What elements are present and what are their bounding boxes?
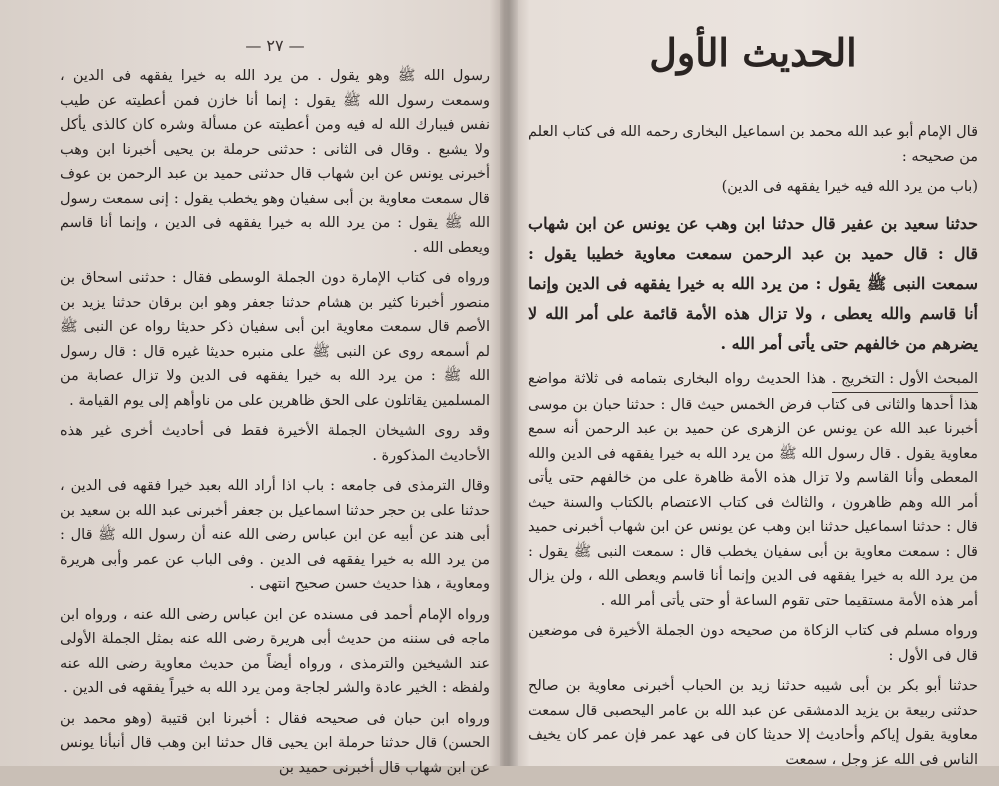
chapter-title: الحديث الأول	[649, 30, 857, 75]
left-page-text	[60, 64, 490, 786]
chapter-heading: (باب من يرد الله فيه خيرا يفقهه فى الدين)	[721, 179, 978, 195]
hadith-text: حدثنا سعيد بن عفير قال حدثنا ابن وهب عن يونس عن ابن شهاب قال : قال حميد بن عبد الرحمن سمعت معاوية خطيبا يقول : سمعت النبى ﷺ يقول : من يرد الله به خيرا يفقهه فى الدين وإنما أنا قاسم والله يعطى ، ولا تزال هذه الأمة قائمة على أمر الله لا يضرهم من خالفهم حتى يأتى أمر الله .	[528, 214, 978, 353]
paragraph: ورواه ابن حبان فى صحيحه فقال : أخبرنا ابن قتيبة (وهو محمد بن الحسن) قال حدثنا حرملة ابن يحيى قال حدثنا ابن وهب قال أنبأنا يونس عن ابن شهاب قال أخبرنى حميد بن	[60, 710, 490, 776]
page-number: — ٢٧ —	[245, 36, 305, 55]
left-page	[60, 0, 490, 776]
right-page	[528, 0, 978, 766]
paragraph: وقال الترمذى فى جامعه : باب اذا أراد الله بعبد خيرا فقهه فى الدين ، حدثنا على بن حجر حدثنا اسماعيل بن جعفر أخبرنى عبد الله بن سعيد بن أبى هند عن أبيه عن ابن عباس رضى الله عنه أن رسول الله ﷺ قال : من يرد الله به خيرا يفقهه فى الدين . وفى الباب عن عمر وأبى هريرة ومعاوية ، هذا حديث حسن صحيح انتهى .	[60, 478, 490, 592]
paragraph: ورواه مسلم فى كتاب الزكاة من صحيحه دون الجملة الأخيرة فى موضعين قال فى الأول :	[528, 623, 978, 664]
paragraph: رسول الله ﷺ وهو يقول . من يرد الله به خيرا يفقهه فى الدين ، وسمعت رسول الله ﷺ يقول : إنما أنا خازن فمن أعطيته عن طيب نفس فيبارك الله له فيه ومن أعطيته عن مسألة وشره كان كالذى يأكل ولا يشبع . وقال فى الثانى : حدثنى حرملة بن يحيى أخبرنا ابن وهب أخبرنى يونس عن ابن شهاب قال حدثنى حميد بن عبد الرحمن بن عوف قال سمعت معاوية بن أبى سفيان وهو يخطب يقول : إنى سمعت رسول الله ﷺ يقول : من يرد الله به خيرا يفقهه فى الدين ، وإنما أنا قاسم ويعطى الله .	[60, 68, 490, 256]
section-heading: المبحث الأول : التخريج .	[832, 367, 978, 393]
intro-paragraph: قال الإمام أبو عبد الله محمد بن اسماعيل البخارى رحمه الله فى كتاب العلم من صحيحه :	[527, 124, 978, 165]
paragraph: وقد روى الشيخان الجملة الأخيرة فقط فى أحاديث أخرى غير هذه الأحاديث المذكورة .	[60, 423, 490, 464]
section-text: هذا الحديث رواه البخارى بتمامه فى ثلاثة مواضع هذا أحدها والثانى فى كتاب فرض الخمس حيث قال : حدثنا حبان بن موسى أخبرنا عبد الله عن يونس عن الزهرى عن حميد بن عبد الرحمن أنه سمع معاوية يقول . قال رسول الله ﷺ من يرد الله به خيرا يفقهه فى الدين والله المعطى وأنا القاسم ولا تزال هذه الأمة ظاهرة على من خالفهم حتى يأتى أمر الله وهم ظاهرون ، والثالث فى كتاب الاعتصام بالكتاب والسنة حيث قال : حدثنا اسماعيل حدثنا ابن وهب عن يونس عن ابن شهاب أخبرنى حميد قال : سمعت معاوية بن أبى سفيان يخطب قال : سمعت النبى ﷺ يقول : من يرد الله به خيرا يفقهه فى الدين وإنما أنا قاسم ويعطى الله ، ولن يزال أمر هذه الأمة مستقيما حتى تقوم الساعة أو حتى يأتى أمر الله .	[528, 371, 978, 609]
book-gutter	[500, 0, 518, 766]
takhrij-section	[528, 367, 978, 613]
paragraph: ورواه فى كتاب الإمارة دون الجملة الوسطى فقال : حدثنى اسحاق بن منصور أخبرنا كثير بن هشام حدثنا جعفر وهو ابن برقان حدثنا يزيد بن الأصم قال سمعت معاوية ابن أبى سفيان ذكر حديثا رواه عن النبى ﷺ لم أسمعه روى عن النبى ﷺ على منبره حديثا غيره قال : قال رسول الله ﷺ : من يرد الله به خيرا يفقهه فى الدين ولا تزال عصابة من المسلمين يقاتلون على الحق ظاهرين على من ناوأهم إلى يوم القيامة .	[60, 270, 490, 409]
paragraph: حدثنا أبو بكر بن أبى شيبه حدثنا زيد بن الحباب أخبرنى معاوية بن صالح حدثنى ربيعة بن يزيد الدمشقى عن عبد الله بن عامر اليحصبى قال سمعت معاوية يقول إياكم وأحاديث إلا حديثا كان فى عهد عمر فإن عمر كان يخيف الناس فى الله عز وجل ، سمعت	[528, 678, 978, 768]
paragraph: ورواه الإمام أحمد فى مسنده عن ابن عباس رضى الله عنه ، ورواه ابن ماجه فى سننه من حديث أبى هريرة رضى الله عنه بمثل الجملة الأولى عند الشيخين والترمذى ، ورواه أيضاً من حديث معاوية رضى الله عنه ولفظه : الخير عادة والشر لجاجة ومن يرد الله به خيراً يفقهه فى الدين .	[60, 606, 490, 696]
right-page-text	[528, 120, 978, 778]
